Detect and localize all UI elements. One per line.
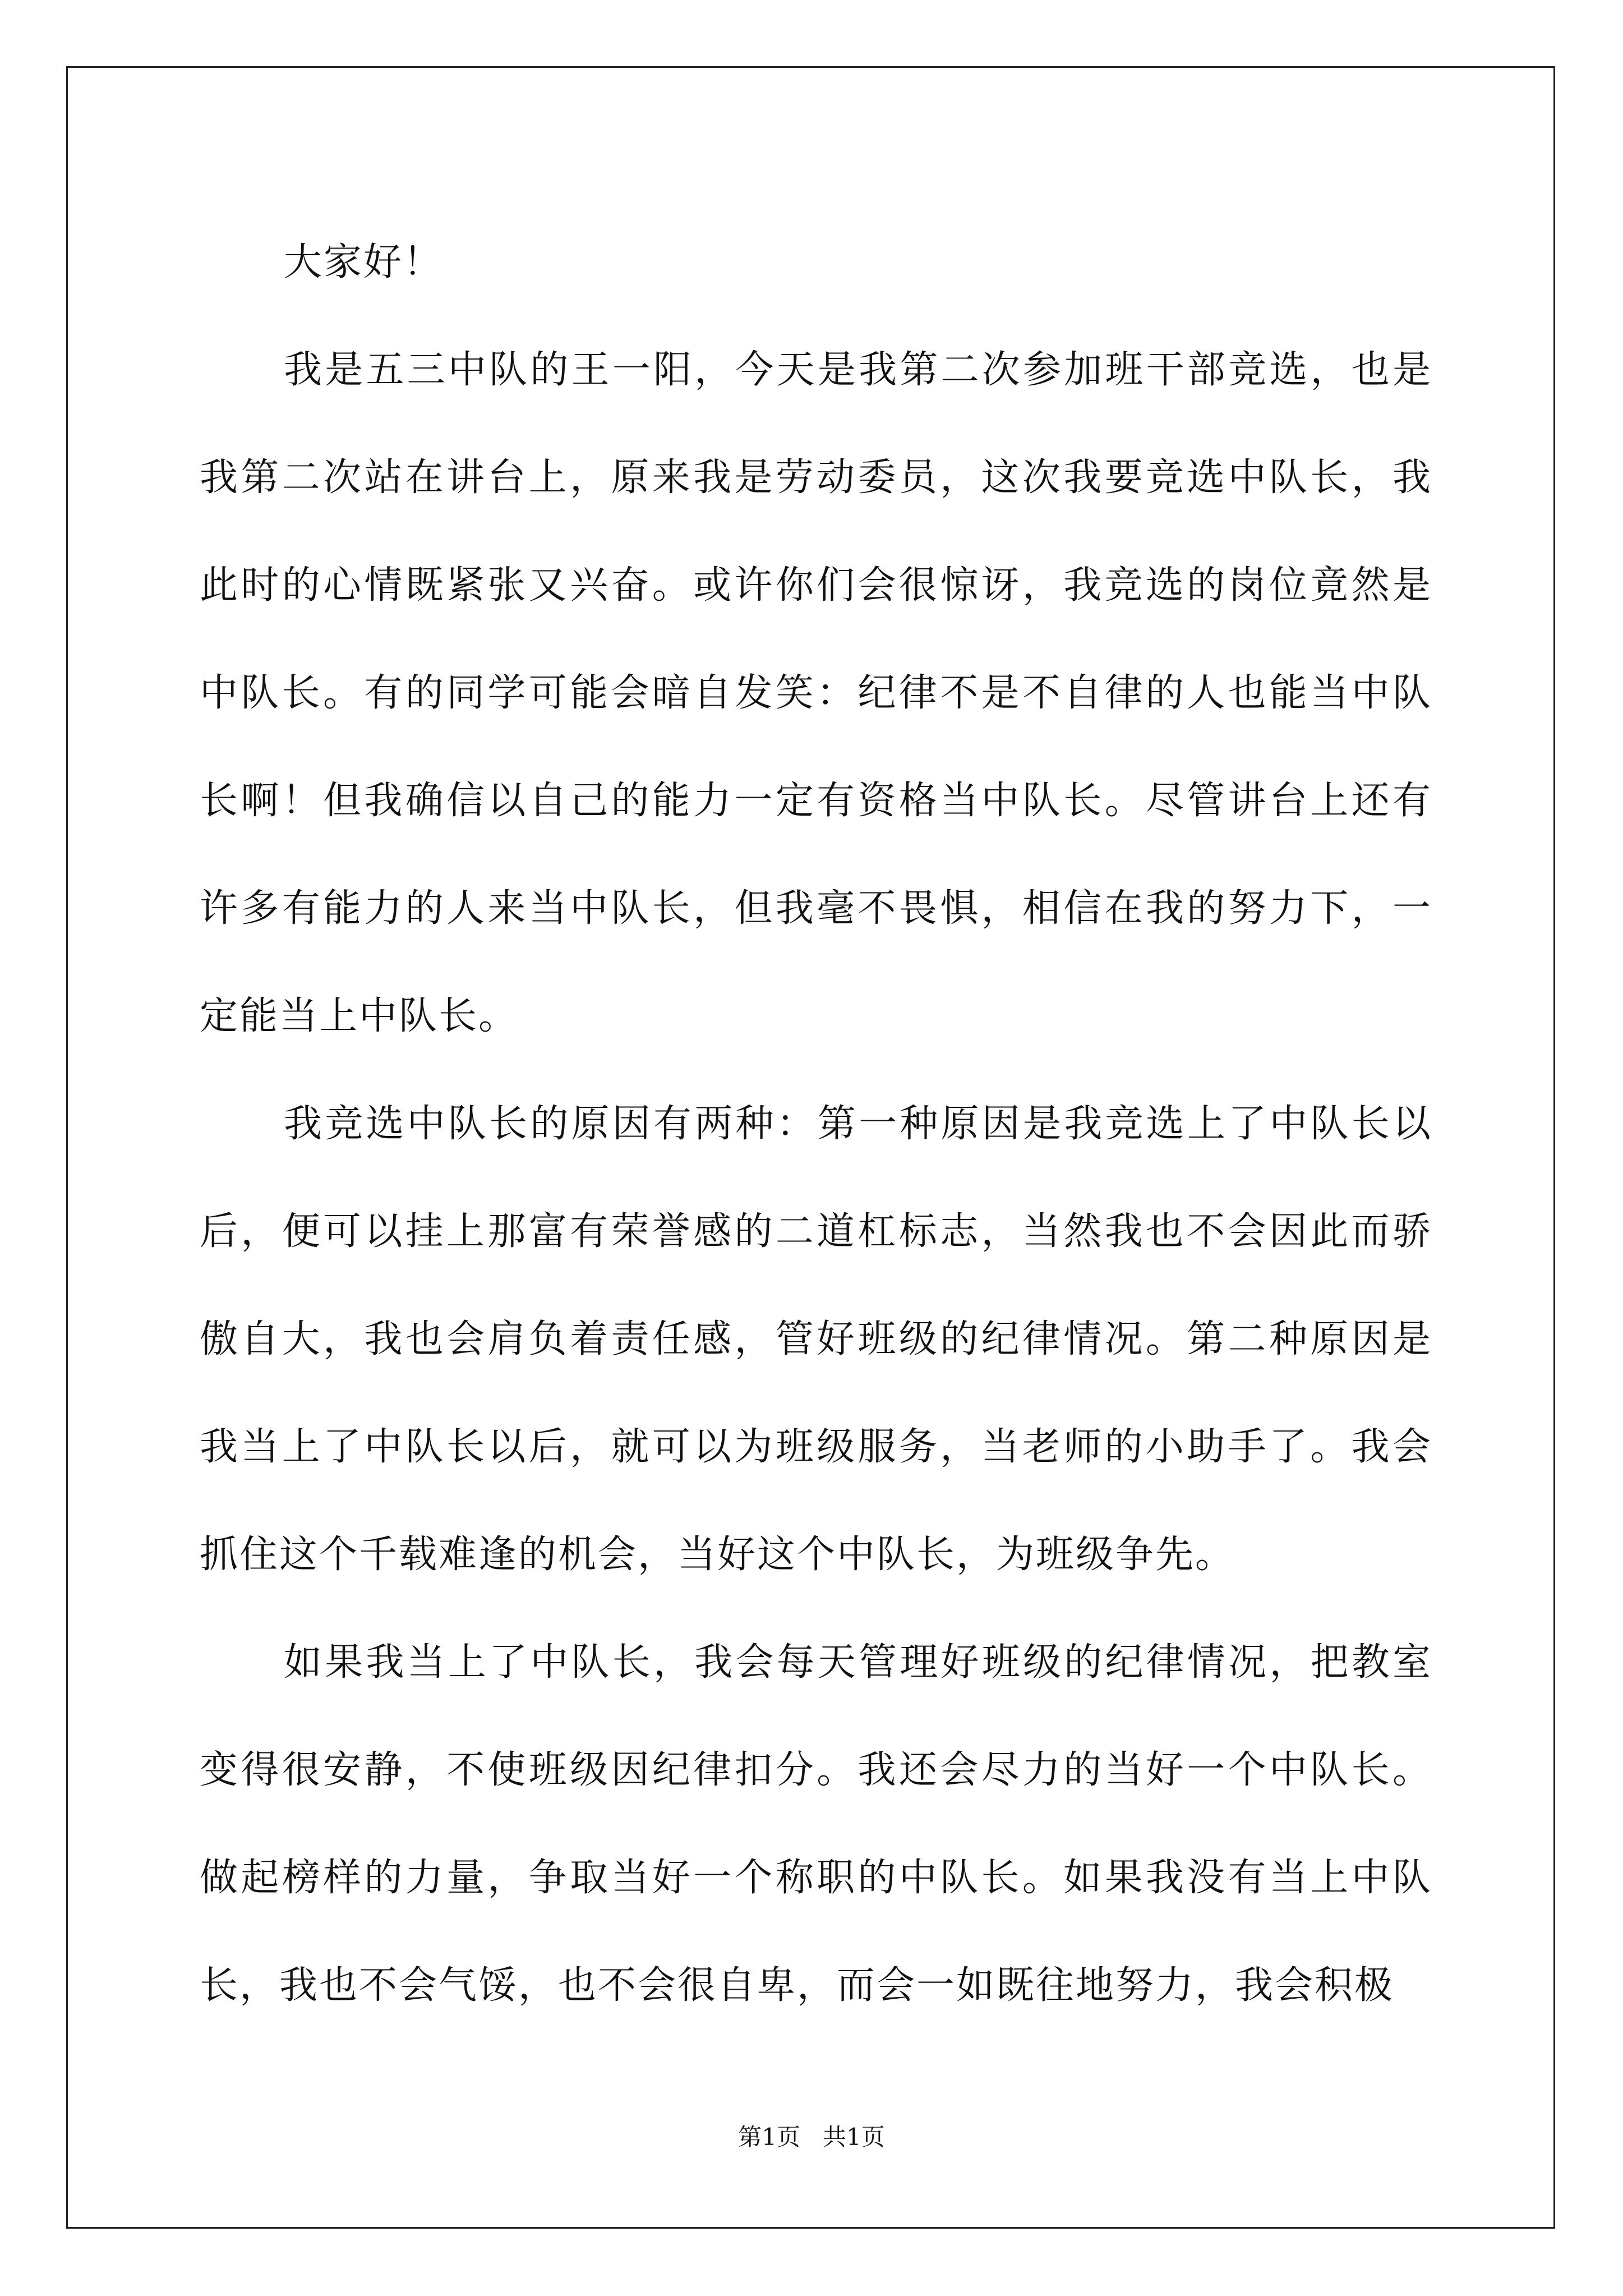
paragraph-greeting: 大家好！ — [284, 240, 444, 284]
paragraph-plans: 如果我当上了中队长，我会每天管理好班级的纪律情况，把教室变得很安静，不使班级因纪律扣分。我还会尽力的当好一个中队长。做起榜样的力量，争取当好一个称职的中队长。如果我没有当上中队长，我也不会气馁，也不会很自卑，而会一如既往地努力，我会积极 — [200, 1640, 1432, 2008]
paragraph-reasons: 我竞选中队长的原因有两种：第一种原因是我竞选上了中队长以后，便可以挂上那富有荣誉感的二道杠标志，当然我也不会因此而骄傲自大，我也会肩负着责任感，管好班级的纪律情况。第二种原因是我当上了中队长以后，就可以为班级服务，当老师的小助手了。我会抓住这个千载难逢的机会，当好这个中队长，为班级争先。 — [200, 1102, 1432, 1577]
page-number: 第1页 — [738, 2123, 800, 2151]
page-total: 共1页 — [823, 2123, 885, 2151]
paragraph-introduction: 我是五三中队的王一阳，今天是我第二次参加班干部竞选，也是我第二次站在讲台上，原来我是劳动委员，这次我要竞选中队长，我此时的心情既紧张又兴奋。或许你们会很惊讶，我竞选的岗位竟然是中队长。有的同学可能会暗自发笑：纪律不是不自律的人也能当中队长啊！但我确信以自己的能力一定有资格当中队长。尽管讲台上还有许多有能力的人来当中队长，但我毫不畏惧，相信在我的努力下，一定能当上中队长。 — [200, 348, 1432, 1038]
document-body — [200, 209, 1432, 2040]
page-footer — [0, 2120, 1623, 2154]
